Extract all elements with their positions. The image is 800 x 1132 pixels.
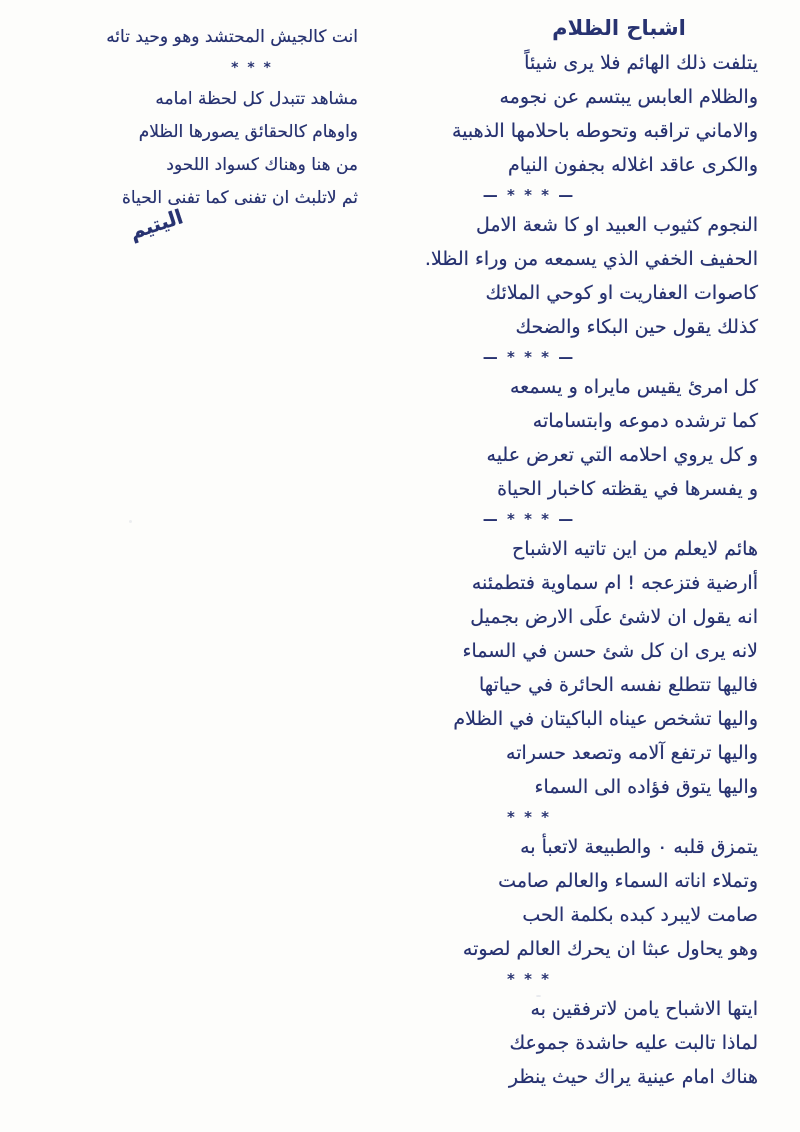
poem-line: يتمزق قلبه ٠ والطبيعة لاتعبأ به xyxy=(520,836,758,858)
scan-speckle xyxy=(604,445,608,448)
stanza-separator: * * * xyxy=(507,808,551,826)
poem-line: كل امرئ يقيس مايراه و يسمعه xyxy=(509,376,758,398)
poem-line: ثم لاتلبث ان تفنى كما تفنى الحياة xyxy=(121,188,358,208)
stanza-separator: * * * xyxy=(507,970,551,988)
poem-line: لانه يرى ان كل شئ حسن في السماء xyxy=(462,640,758,662)
stanza-separator: — * * * — xyxy=(482,186,576,204)
stanza-separator: — * * * — xyxy=(482,348,576,366)
poem-stanzas xyxy=(410,46,758,1094)
poem-line: و يفسرها في يقظته كاخبار الحياة xyxy=(497,478,758,500)
poem-line: من هنا وهناك كسواد اللحود xyxy=(166,155,358,175)
poem-line: ايتها الاشباح يامن لاترفقين به xyxy=(530,998,758,1020)
stanza-separator: * * * xyxy=(231,60,273,76)
poem-line: فاليها تتطلع نفسه الحائرة في حياتها xyxy=(478,674,758,696)
poem-line: والكرى عاقد اغلاله بجفون النيام xyxy=(508,154,758,176)
poem-line: يتلفت ذلك الهائم فلا يرى شيئاً xyxy=(524,52,758,74)
stanza-separator: — * * * — xyxy=(482,510,576,528)
poem-line: واليها تشخص عيناه الباكيتان في الظلام xyxy=(453,708,758,730)
scan-speckle xyxy=(536,995,541,997)
poem-line: واوهام كالحقائق يصورها الظلام xyxy=(138,122,358,142)
poem-line: وتملاء اناته السماء والعالم صامت xyxy=(498,870,758,892)
poem-line: صامت لايبرد كبده بكلمة الحب xyxy=(522,904,758,926)
poem-line: كذلك يقول حين البكاء والضحك xyxy=(515,316,758,338)
poem-line: الحفيف الخفي الذي يسمعه من وراء الظلا. xyxy=(424,248,758,270)
poem-line: و كل يروي احلامه التي تعرض عليه xyxy=(486,444,758,466)
poem-line: لماذا تالبت عليه حاشدة جموعك xyxy=(509,1032,758,1054)
poem-line: كما ترشده دموعه وابتساماته xyxy=(532,410,758,432)
main-poem-column xyxy=(410,10,758,1094)
poem-line: أارضية فتزعجه ! ام سماوية فتطمئنه xyxy=(471,572,758,594)
poem-line: وهو يحاول عبثا ان يحرك العالم لصوته xyxy=(462,938,758,960)
poem-line: كاصوات العفاريت او كوحي الملائك xyxy=(485,282,758,304)
next-poem-title: اليتيم xyxy=(126,204,186,244)
scan-speckle xyxy=(129,520,132,523)
poem-line: هناك امام عينية يراك حيث ينظر xyxy=(508,1066,758,1088)
poem-line: مشاهد تتبدل كل لحظة امامه xyxy=(155,89,358,109)
poem-line: انه يقول ان لاشئ علَى الارض بجميل xyxy=(470,606,758,628)
poem-line: هائم لايعلم من اين تاتيه الاشباح xyxy=(512,538,758,560)
poem-title: اشباح الظلام xyxy=(552,16,686,40)
poem-line: واليها ترتفع آلامه وتصعد حسراته xyxy=(506,742,758,764)
poem-line: واليها يتوق فؤاده الى السماء xyxy=(534,776,758,798)
poem-line: والظلام العابس يبتسم عن نجومه xyxy=(499,86,758,108)
poem-line: النجوم كثيوب العبيد او كا شعة الامل xyxy=(475,214,758,236)
poem-line: انت كالجيش المحتشد وهو وحيد تائه xyxy=(106,27,358,47)
left-poem-column xyxy=(96,21,358,215)
poem-line: والاماني تراقبه وتحوطه باحلامها الذهبية xyxy=(451,120,758,142)
